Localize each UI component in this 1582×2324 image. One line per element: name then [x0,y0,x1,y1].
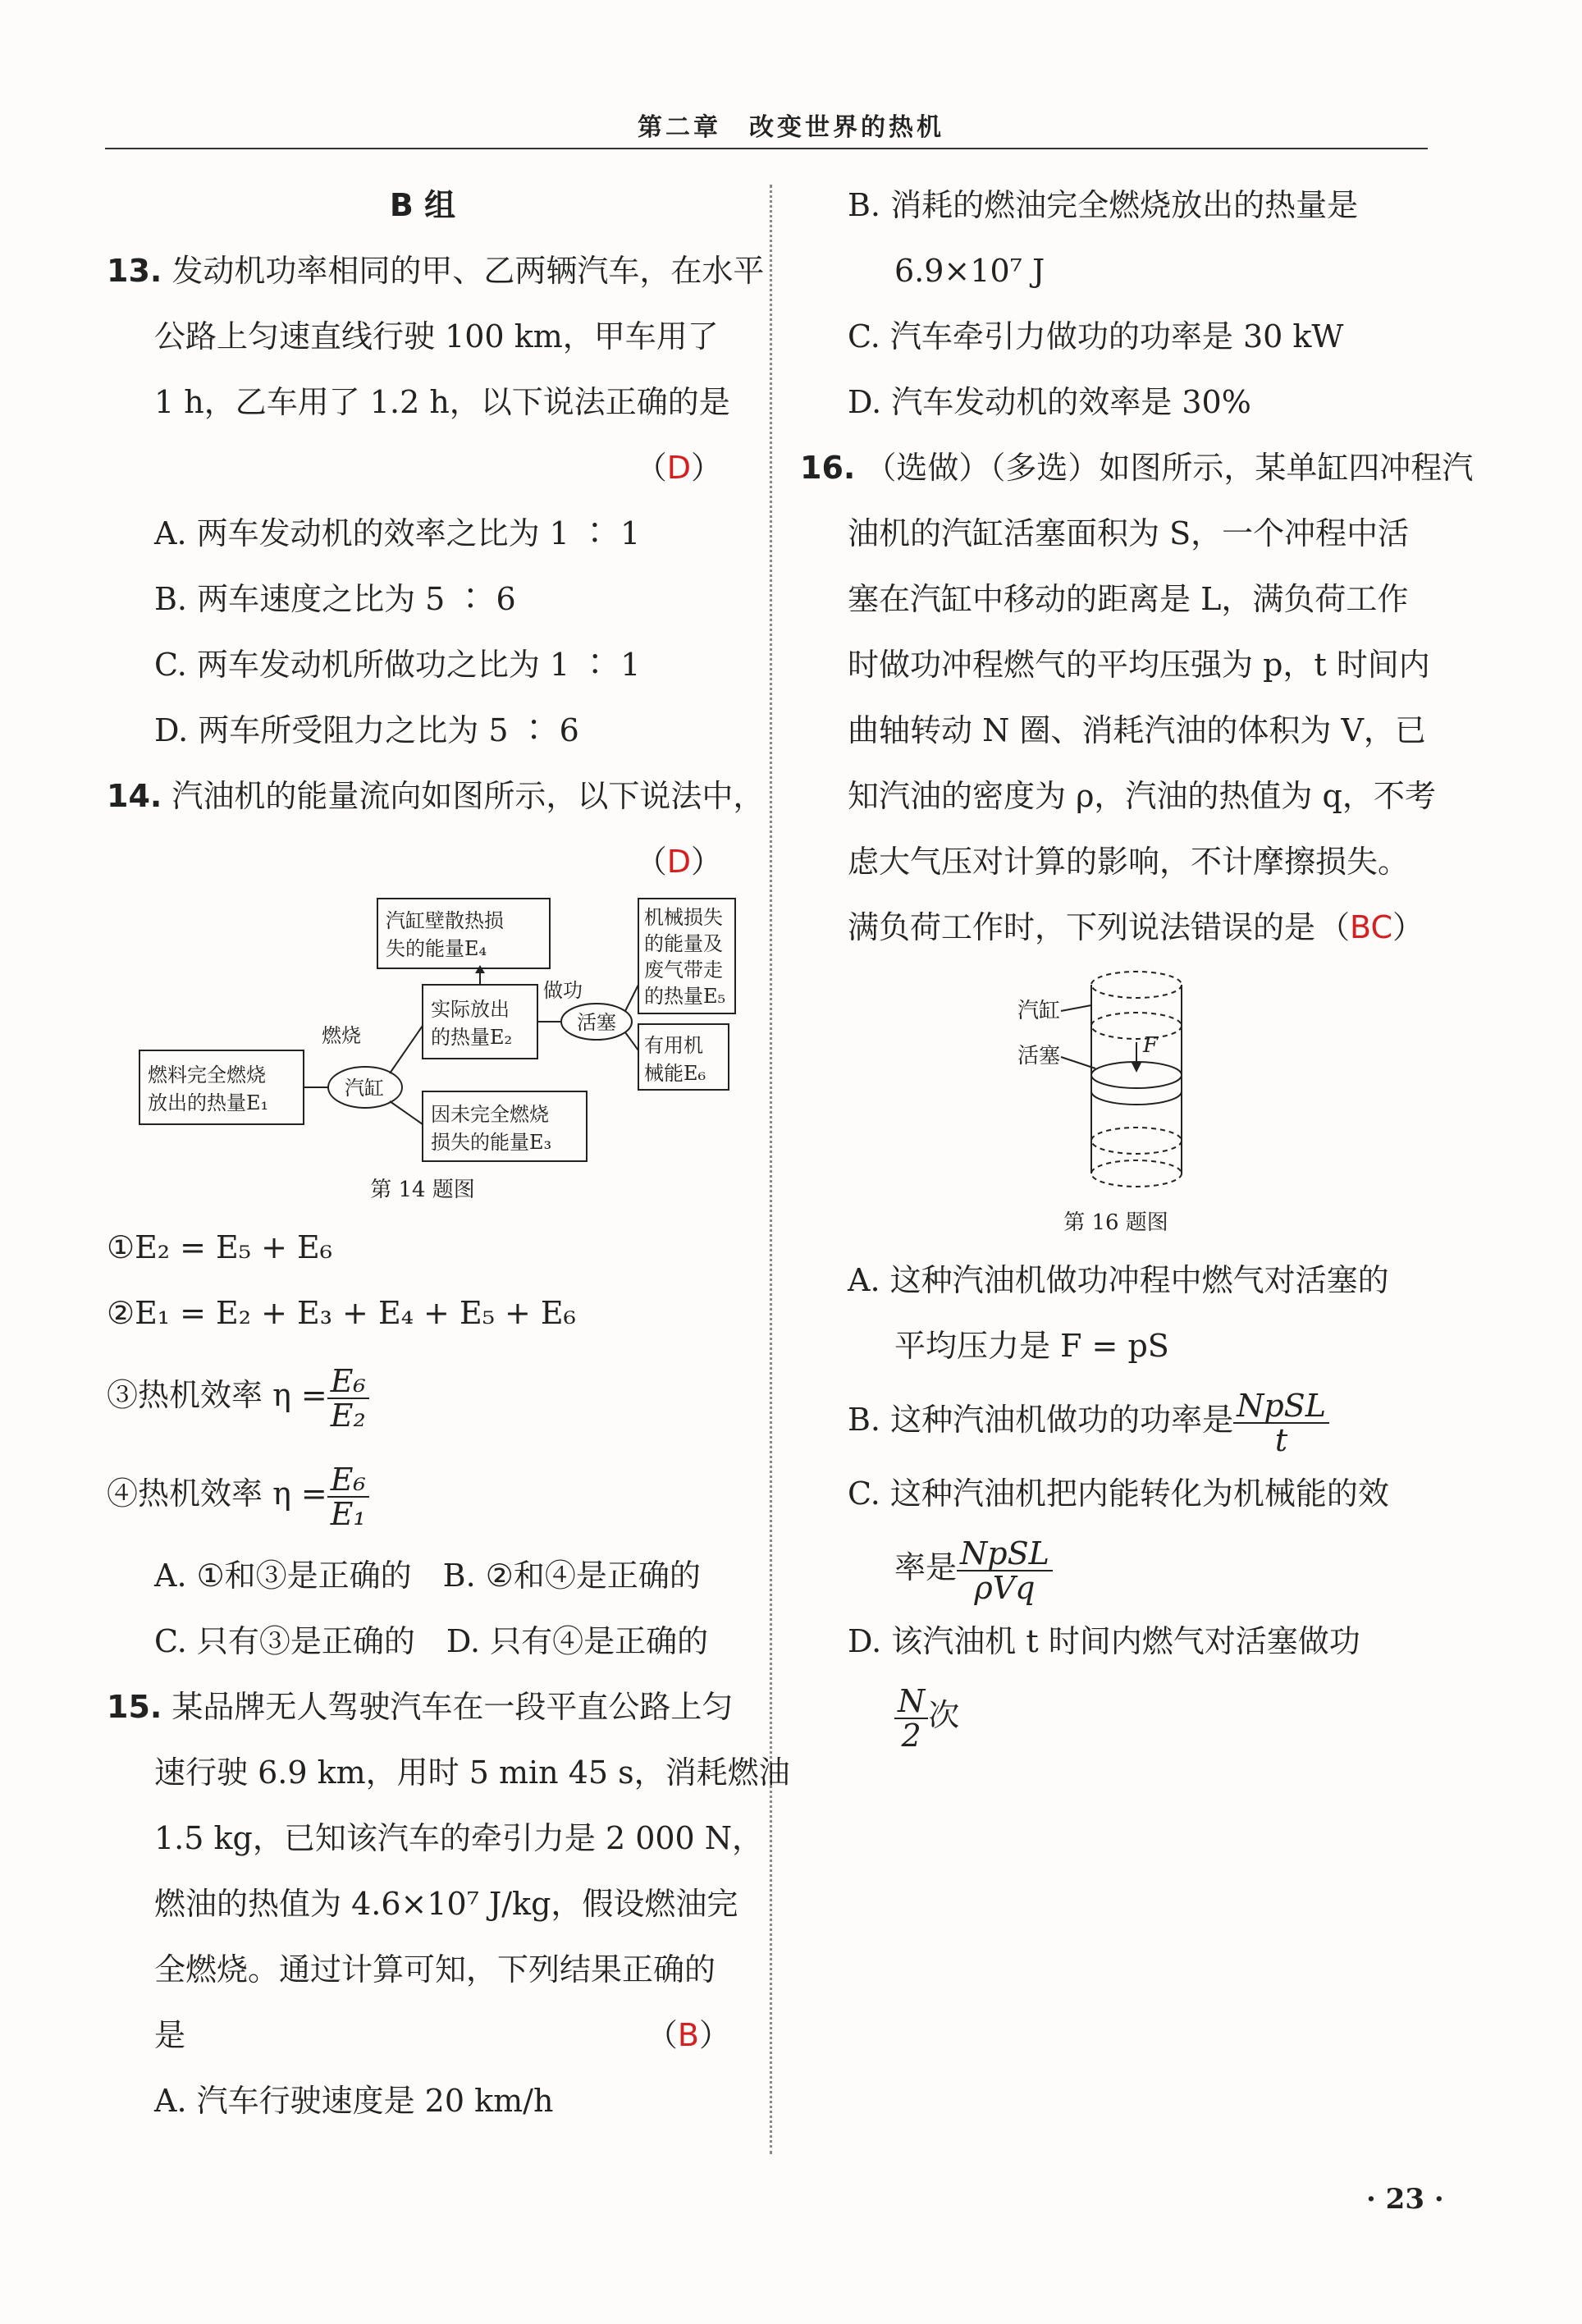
q13-option-a: A. 两车发动机的效率之比为 1 ∶ 1 [154,515,641,551]
q16-line1 [800,435,1474,501]
q14-statement-3 [107,1346,738,1444]
q14-statement-1: ①E₂ = E₅ + E₆ [107,1229,332,1265]
q14-number: 14. [107,778,162,814]
q15-text6: 是 [154,2017,186,2053]
fuel-label-2: 放出的热量E₁ [148,1091,269,1114]
q13-line1 [107,238,765,304]
q13-line2: 公路上匀速直线行驶 100 km，甲车用了 [154,318,719,355]
q16-line6: 知汽油的密度为 ρ，汽油的热值为 q，不考 [848,778,1436,814]
q15-line5: 全燃烧。通过计算可知，下列结果正确的 [154,1951,716,1988]
q13-answer: D [666,450,691,486]
q16-answer: BC [1350,909,1392,945]
wall-label-1: 汽缸壁散热损 [386,909,504,932]
q15-option-c: C. 汽车牵引力做功的功率是 30 kW [848,318,1344,355]
useful-label-1: 有用机 [644,1034,703,1057]
cylinder-diagram [800,960,1432,1198]
q14-s4-den: E₁ [330,1495,366,1532]
energy-flow-diagram [107,894,738,1165]
q14-text1: 汽油机的能量流向如图所示，以下说法中， [171,778,765,814]
q14-s4-fraction [327,1463,369,1530]
q16-d2-num: N [894,1685,928,1719]
q16-c2-num: NpSL [957,1537,1053,1571]
q15-answer-group [647,2002,730,2068]
group-title: B 组 [389,187,456,223]
q13-answer-line [107,435,738,501]
q14-s3-pre: ③热机效率 η = [107,1377,327,1413]
q16-line3: 塞在汽缸中移动的距离是 L，满负荷工作 [848,581,1409,617]
q16-b-num: NpSL [1233,1389,1329,1424]
piston-label: 活塞 [577,1011,616,1034]
cylinder-text-label: 汽缸 [1017,999,1061,1023]
header-rule [105,148,1428,149]
q16-c2-den: ρVq [974,1569,1036,1606]
mech-label-3: 废气带走 [644,958,723,981]
q14-paren-open: （ [635,844,667,880]
q15-line4: 燃油的热值为 4.6×10⁷ J/kg，假设燃油完 [154,1886,738,1922]
q16-line5: 曲轴转动 N 圈、消耗汽油的体积为 V，已 [848,712,1426,748]
q14-answer-line [107,829,738,894]
q14-line1 [107,763,765,829]
q15-option-b-line2: 6.9×10⁷ J [894,253,1045,289]
q13-option-d: D. 两车所受阻力之比为 5 ∶ 6 [154,712,579,748]
incomplete-label-2: 损失的能量E₃ [431,1131,552,1154]
actual-label-2: 的热量E₂ [431,1026,513,1049]
q14-s4-num: E₆ [327,1463,369,1498]
cylinder-bottom [1091,1160,1182,1187]
q14-statement-2: ②E₁ = E₂ + E₃ + E₄ + E₅ + E₆ [107,1295,576,1331]
q13-line3: 1 h，乙车用了 1.2 h，以下说法正确的是 [154,384,730,420]
q15-answer: B [677,2017,699,2053]
column-divider [770,185,772,2154]
q16-option-b [800,1379,1432,1461]
q14-paren-close: ） [690,844,722,880]
q13-paren-open: （ [635,450,667,486]
q16-line4: 时做功冲程燃气的平均压强为 p，t 时间内 [848,647,1430,683]
q16-text1: （选做）（多选）如图所示，某单缸四冲程汽 [865,450,1474,486]
q15-text1: 某品牌无人驾驶汽车在一段平直公路上匀 [171,1689,734,1725]
q13-option-c: C. 两车发动机所做功之比为 1 ∶ 1 [154,647,641,683]
q15-option-b-line1: B. 消耗的燃油完全燃烧放出的热量是 [848,187,1359,223]
work-label: 做功 [543,979,583,1002]
q16-d2-fraction [894,1682,928,1754]
q16-c2-fraction [957,1537,1053,1604]
cylinder-label: 汽缸 [345,1077,384,1100]
q16-line8 [800,894,1432,960]
q16-paren-close: ） [1392,909,1424,945]
left-column [107,172,790,2134]
q13-paren-close: ） [690,450,722,486]
q15-line3: 1.5 kg，已知该汽车的牵引力是 2 000 N， [154,1820,764,1856]
force-label: F [1143,1033,1159,1058]
page-number: · 23 · [1366,2183,1444,2216]
mech-label-2: 的能量及 [644,932,723,955]
q15-line6 [107,2002,738,2068]
q16-caption: 第 16 题图 [1063,1210,1168,1235]
q15-option-d: D. 汽车发动机的效率是 30% [848,384,1251,420]
q16-option-a-line1: A. 这种汽油机做功冲程中燃气对活塞的 [848,1262,1389,1298]
q14-caption: 第 14 题图 [370,1178,475,1202]
burn-label: 燃烧 [322,1024,361,1047]
useful-label-2: 械能E₆ [644,1062,706,1085]
q15-line2: 速行驶 6.9 km，用时 5 min 45 s，消耗燃油 [154,1754,790,1791]
cylinder-top [1091,972,1182,998]
q14-s3-fraction [327,1362,369,1434]
q15-number: 15. [107,1689,162,1725]
q14-options-ab: A. ①和③是正确的 B. ②和④是正确的 [154,1558,701,1594]
q14-statement-4 [107,1444,738,1543]
q16-answer-group [1319,894,1424,960]
q16-line7: 虑大气压对计算的影响，不计摩擦损失。 [848,844,1410,880]
mech-label-4: 的热量E₅ [644,985,726,1008]
q16-b-den: t [1274,1421,1288,1458]
q16-b-fraction [1233,1389,1329,1457]
piston-text-label: 活塞 [1017,1044,1061,1068]
q16-option-d-line1: D. 该汽油机 t 时间内燃气对活塞做功 [848,1623,1360,1659]
q16-c2-pre: 率是 [894,1549,958,1585]
q16-d2-den: 2 [901,1717,921,1754]
incomplete-label-1: 因未完全燃烧 [431,1103,549,1126]
q13-number: 13. [107,253,162,289]
q15-paren-close: ） [698,2017,730,2053]
wall-label-2: 失的能量E₄ [386,937,487,960]
q16-b-pre: B. 这种汽油机做功的功率是 [848,1402,1234,1438]
q16-option-c-line1: C. 这种汽油机把内能转化为机械能的效 [848,1475,1389,1512]
actual-label-1: 实际放出 [431,998,510,1021]
q14-options-cd: C. 只有③是正确的 D. 只有④是正确的 [154,1623,709,1659]
q14-s4-pre: ④热机效率 η = [107,1475,327,1512]
q16-option-c-line2 [800,1526,1432,1608]
q16-d2-post: 次 [928,1697,960,1733]
q16-number: 16. [800,450,856,486]
q16-line2: 油机的汽缸活塞面积为 S，一个冲程中活 [848,515,1410,551]
q16-option-d-line2 [800,1674,1432,1756]
q16-text8: 满负荷工作时，下列说法错误的是 [848,909,1316,945]
q14-answer: D [666,844,691,880]
mech-label-1: 机械损失 [644,906,723,929]
fuel-label-1: 燃料完全燃烧 [148,1064,266,1087]
q15-line1 [107,1674,738,1740]
q16-paren-open: （ [1319,909,1351,945]
q13-option-b: B. 两车速度之比为 5 ∶ 6 [154,581,516,617]
q15-option-a: A. 汽车行驶速度是 20 km/h [154,2083,554,2119]
q14-s3-num: E₆ [327,1365,369,1399]
q14-s3-den: E₂ [330,1397,366,1434]
right-column [800,172,1474,1756]
q16-option-a-line2: 平均压力是 F = pS [894,1328,1169,1364]
q15-paren-open: （ [646,2017,678,2053]
chapter-header: 第二章 改变世界的热机 [638,113,944,142]
q13-text1: 发动机功率相同的甲、乙两辆汽车，在水平 [171,253,765,289]
